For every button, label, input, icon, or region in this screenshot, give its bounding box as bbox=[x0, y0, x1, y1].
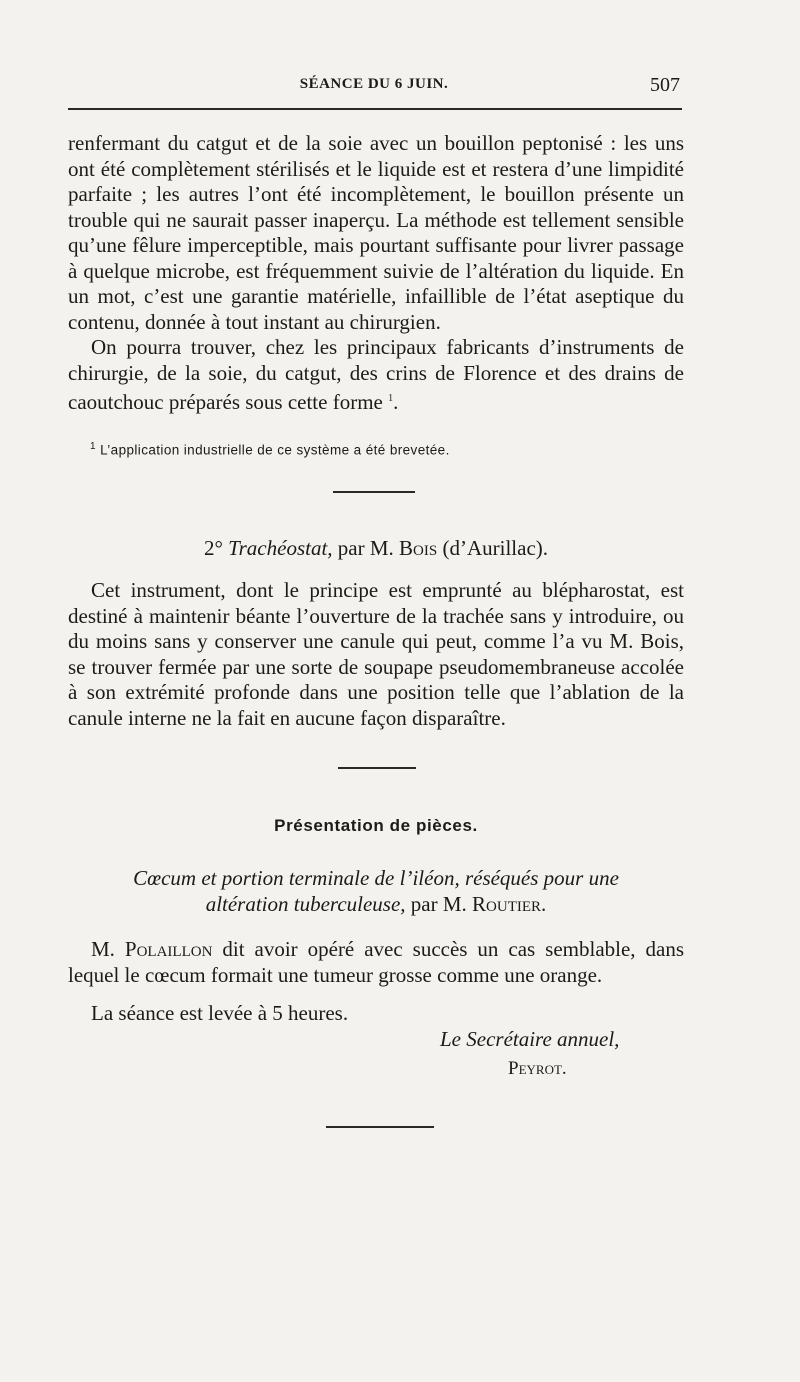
footnote bbox=[90, 441, 670, 458]
section-3-heading: Présentation de pièces. bbox=[274, 816, 478, 835]
remark-text: dit avoir opéré avec succès un cas semblable, dans lequel le cœcum formait une tumeur grosse comme une orange. bbox=[68, 937, 685, 987]
specimen-by: par M. bbox=[410, 891, 467, 916]
paragraph-1: renfermant du catgut et de la soie avec un bouillon peptonisé : les uns ont été complètement stérilisés et le liquide est et restera d’une limpidité parfaite ; les autres l’ont été incomplètement, le bouillon présente un trouble qui ne saurait passer inaperçu. La méthode est tellement sensible qu’une fêlure imperceptible, mais pourtant suffisante pour livrer passage à quelque microbe, est fréquemment suivie de l’altération du liquide. En un mot, c’est une garantie matérielle, infaillible de l’état aseptique du contenu, donnée à tout instant au chirurgien. bbox=[68, 131, 684, 334]
specimen-title bbox=[68, 866, 684, 917]
section-2-by: par M. bbox=[337, 536, 394, 560]
section-divider-2 bbox=[338, 767, 416, 769]
section-2-place: (d’Aurillac). bbox=[442, 536, 549, 560]
section-2-author: Bois bbox=[399, 536, 438, 560]
specimen-author: Routier. bbox=[472, 891, 547, 916]
section-1-body bbox=[68, 131, 684, 416]
section-2-title bbox=[68, 536, 684, 561]
section-divider-1 bbox=[333, 491, 415, 493]
remark-prefix: M. bbox=[91, 937, 115, 961]
section-2-name: Trachéostat, bbox=[228, 536, 333, 560]
footnote-text: L’application industrielle de ce système a été brevetée. bbox=[100, 442, 450, 458]
paragraph-2 bbox=[68, 335, 684, 416]
running-title: SÉANCE DU 6 JUIN. bbox=[299, 76, 449, 92]
header-rule bbox=[68, 108, 682, 110]
paragraph-2-text: On pourra trouver, chez les principaux fabricants d’instruments de chirurgie, de la soie, du catgut, des crins de Florence et des drains de caoutchouc préparés sous cette forme bbox=[68, 335, 684, 414]
section-2-number: 2° bbox=[203, 536, 223, 560]
end-rule bbox=[326, 1126, 434, 1128]
section-3-remark bbox=[68, 937, 684, 988]
remark-author: Polaillon bbox=[124, 937, 213, 961]
section-2-paragraph: Cet instrument, dont le principe est emprunté au blépharostat, est destiné à maintenir béante l’ouverture de la trachée sans y introduire, ou du moins sans y conserver une canule qui peut, comme l’a vu M. Bois, se trouver fermée par une sorte de soupape pseudomembraneuse accolée à son extrémité profonde dans une position telle que l’ablation de la canule interne ne la fait en aucune façon disparaître. bbox=[68, 578, 684, 730]
closing-line: La séance est levée à 5 heures. bbox=[91, 1001, 349, 1025]
closing-block bbox=[68, 1001, 684, 1027]
footnote-marker: 1 bbox=[90, 441, 96, 452]
page-number: 507 bbox=[650, 74, 680, 96]
specimen-title-line-2-text: altération tuberculeuse, bbox=[205, 891, 406, 916]
signature-name: Peyrot. bbox=[508, 1058, 567, 1079]
remark-paragraph bbox=[68, 937, 684, 988]
signature-role: Le Secrétaire annuel, bbox=[440, 1027, 620, 1051]
footnote-reference: 1 bbox=[388, 393, 394, 404]
running-header bbox=[68, 74, 680, 100]
section-2-body bbox=[68, 578, 684, 731]
paragraph-2-end: . bbox=[393, 390, 399, 414]
specimen-title-line-2 bbox=[68, 892, 684, 918]
specimen-title-line-1: Cœcum et portion terminale de l’iléon, réséqués pour une bbox=[133, 866, 619, 890]
